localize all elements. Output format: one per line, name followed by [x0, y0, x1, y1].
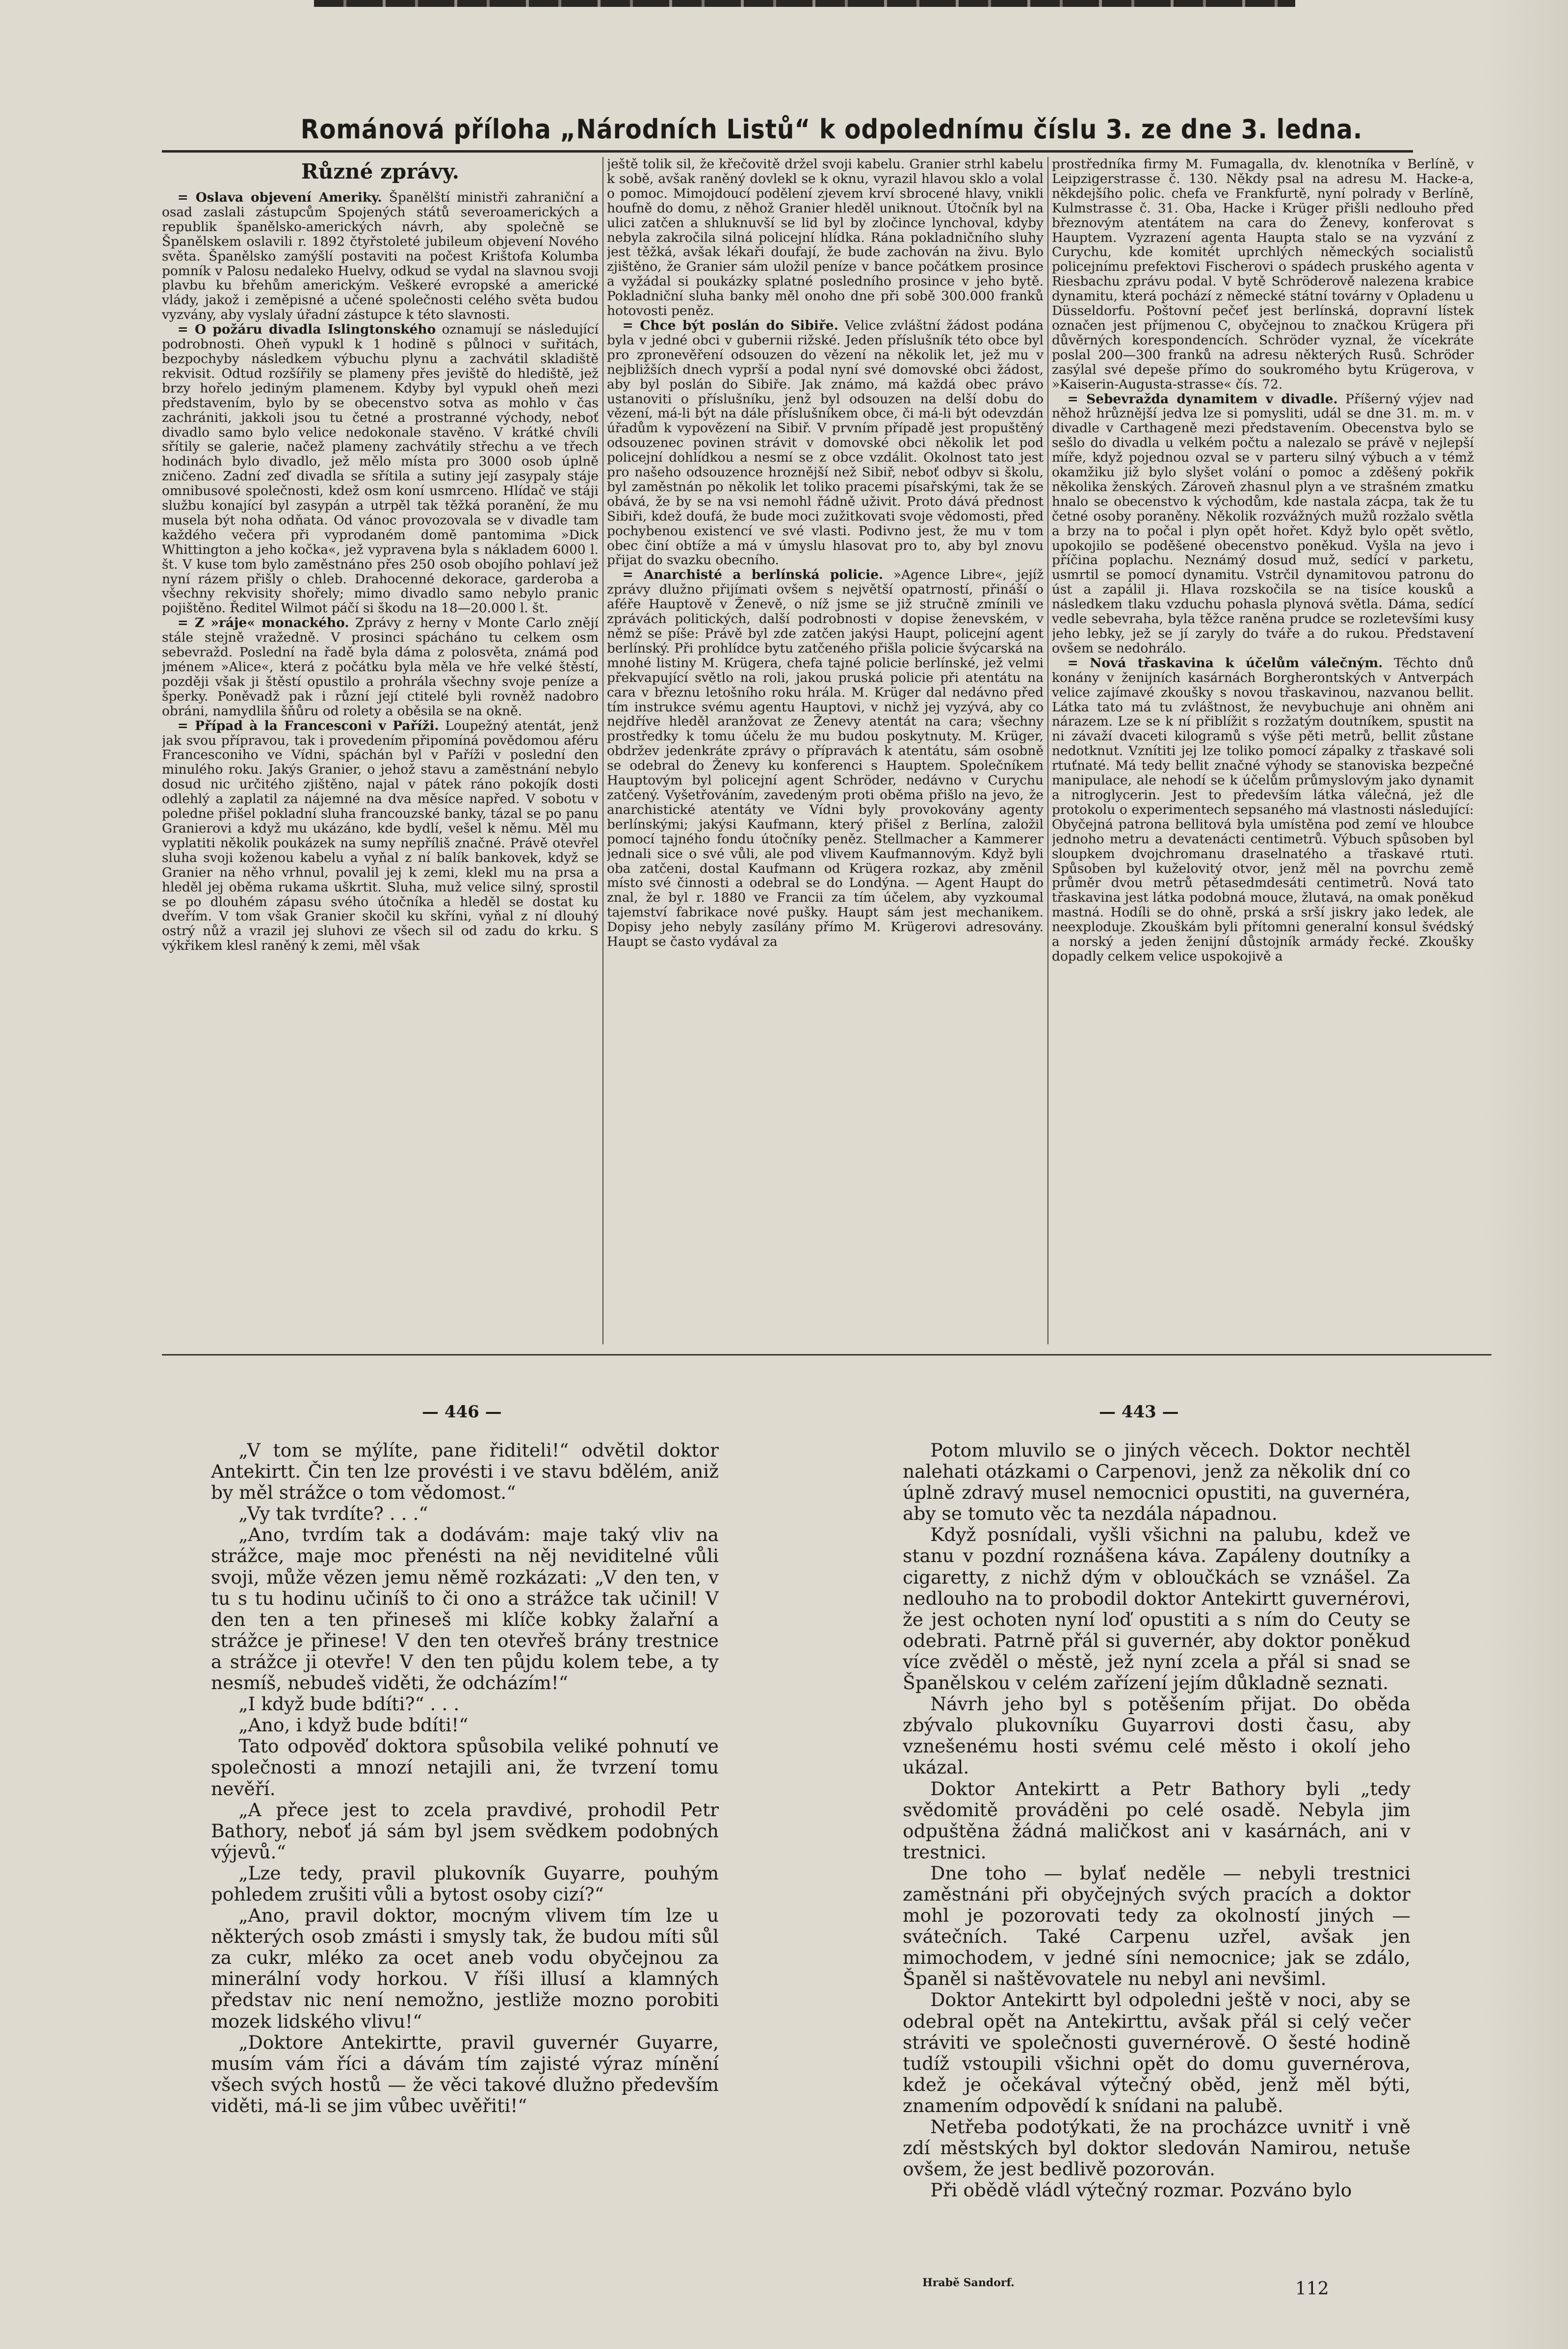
article-text: Španělští ministři zahraniční a osad zaslali zástupcům Spojených států severoamerických a republik španělsko-amerických návrh, aby společně se Španělskem oslavili r. 1892 čtyřstoleté jubileum objevení Nového světa. Španělsko zamýšlí postaviti na počest Krištofa Kolumba pomník v Palosu nedaleko Huelvy, odkud se vydal na slavnou svoji plavbu ku břehům americkým. Veškeré evropské a americké vlády, jakož i zeměpisné a učené společnosti celého světa budou vyzvány, aby vyslaly úřadní zástupce k této slavnosti. [162, 190, 599, 323]
novel-paragraph: Když posnídali, vyšli všichni na palubu, kdež ve stanu v pozdní roznášena káva. Zapáleny doutníky a cigaretty, z nichž dým v obloučkách se vznášel. Za nedlouho na to probodil doktor Antekirtt guvernérovi, že jest ochoten nyní loď opustiti a s ním do Ceuty se odebrati. Patrně přál si guvernér, aby doktor poněkud více zvěděl o městě, jež nyní zcela a přál si snad se Španělskou v celém zařízení jejím důkladně seznati. [903, 1524, 1411, 1694]
novel-paragraph: Tato odpověď doktora spůsobila veliké pohnutí ve společnosti a mnozí netajili ani, že tvrzení tomu nevěří. [211, 1735, 719, 1800]
page-number-right: — 443 — [1099, 1402, 1179, 1422]
section-divider [162, 1354, 1491, 1356]
novel-paragraph: „A přece jest to zcela pravdivé, prohodil Petr Bathory, neboť já sám byl jsem svědkem podobných výjevů.“ [211, 1799, 719, 1863]
section-title: Různé zprávy. [301, 159, 460, 183]
column-2 [607, 157, 1044, 1352]
article-paragraph [1052, 157, 1474, 392]
novel-column-left [211, 1440, 719, 2269]
novel-column-right [903, 1440, 1411, 2269]
novel-paragraph: Návrh jeho byl s potěšením přijat. Do oběda zbývalo plukovníku Guyarrovi dosti času, aby vznešenému hosti svému celé město i okolí jeho ukázal. [903, 1693, 1411, 1778]
novel-paragraph: Doktor Antekirtt a Petr Bathory byli „tedy svědomitě prováděni po celé osadě. Nebyla jim odpuštěna žádná maličkost ani v kasárnách, ani v trestnici. [903, 1777, 1411, 1863]
novel-signature: Hrabě Sandorf. [922, 2276, 1015, 2289]
article-rubric: = Anarchisté a berlínská policie. [622, 567, 884, 583]
article-rubric: = Z »ráje« monackého. [177, 615, 349, 631]
article-text: Těchto dnů konány v ženijních kasárnách Borgherontských v Antverpách velice zajímavé zkoušky s novou třaskavinou, nazvanou bellit. Látka tato má tu zvláštnost, že nevybuchuje ani ohněm ani nárazem. Lze se k ní přiblížit s rozžatým doutníkem, spustit na ni závaží dvaceti kilogramů s výše pěti metrů, bellit zůstane nedotknut. Vznítiti jej lze toliko pomocí zápalky z třaskavé soli rtuťnaté. Má tedy bellit značné výhody se stanoviska bezpečné manipulace, ale nehodí se k účelům průmyslovým jako dynamit a nitroglycerin. Jest to především látka válečná, jež dle protokolu o experimentech sepsaného má vlastnosti následující: Obyčejná patrona bellitová byla umístěna pod zemí ve hloubce jednoho metru a devatenácti centimetrů. Výbuch spůsoben byl sloupkem dvojchromanu draselnatého a třaskavé rtuti. Spůsoben byl kuželovitý otvor, jenž měl na povrchu země průměr dvou metrů pětasedmdesáti centimetrů. Nová tato třaskavina jest látka podobná mouce, žlutavá, na omak poněkud mastná. Hodíli se do ohně, prská a srší jiskry jako ledek, ale neexploduje. Zkouškám byli přítomni generalní konsul švédský a norský a jeden ženijní důstojník armády řecké. Zkoušky dopadly celkem velice uspokojivě a [1052, 655, 1474, 964]
novel-paragraph: „Ano, pravil doktor, mocným vlivem tím lze u některých osob zmásti i smysly tak, že budou míti sůl za cukr, mléko za ocet aneb vodu obyčejnou za minerální vody horkou. V říši illusí a klamných představ nic není nemožno, jestliže mozno porobiti mozek lidského vlivu!“ [211, 1905, 719, 2032]
article-text: oznamují se následující podrobnosti. Oheň vypukl k 1 hodině s půlnoci v suřitách, bezpochyby následkem výbuchu plynu a zachvátil skladiště rekvisit. Odtud rozšířily se plameny přes jeviště do hlediště, jež brzy hořelo jediným plamenem. Kdyby byl vypukl oheň mezi představením, bylo by se obecenstvo sotva as mohlo v čas zachrániti, jakkoli jsou tu četné a prostranné východy, neboť divadlo samo bylo velice nedokonale stavěno. V krátké chvíli sřítily se galerie, načež plameny zachvátily střechu a ve třech hodinách bylo divadlo, jež mělo místa pro 3000 osob úplně zničeno. Zadní zeď divadla se sřítila a sutiny její zasypaly stáje omnibusové společnosti, kdež osm koní usmrceno. Hlídač ve stáji službu konající byl zasypán a utrpěl tak těžká poranění, že mu musela být noha odňata. Od vánoc provozovala se v divadle tam každého večera při vyprodaném domě pantomima »Dick Whittington a jeho kočka«, jež vypravena byla s nákladem 6000 l. št. V kuse tom bylo zaměstnáno přes 250 osob obojího pohlaví jež nyní rázem přišly o chleb. Drahocenné dekorace, garderoba a všechny rekvisity shořely; mimo divadlo samo nebylo pranic pojištěno. Ředitel Wilmot páčí si škodu na 18—20.000 l. št. [162, 322, 599, 616]
top-edge-border [314, 0, 1295, 7]
page-number-left: — 446 — [422, 1402, 502, 1422]
article-paragraph [162, 616, 599, 718]
article-text: ještě tolik sil, že křečovitě držel svoji kabelu. Granier strhl kabelu k sobě, avšak raněný dovlekl se k oknu, vyrazil hlavou sklo a volal o pomoc. Mimojdoucí podělení zjevem krví sbrocené hlavy, vnikli houfně do domu, z něhož Granier hleděl uniknout. Útočník byl na ulici zatčen a shluknuvší se lid byl by zločince lynchoval, kdyby nebyla zakročila silná policejní hlídka. Rána pokladničního sluhy jest těžká, avšak lékaři doufají, že bude zachován na živu. Bylo zjištěno, že Granier sám uložil peníze v bance počátkem prosince a vyžádal si poukázky splatné posledního prosince v jeho bytě. Pokladniční sluha banky měl onoho dne při sobě 300.000 franků hotovosti peněz. [607, 157, 1044, 319]
column-divider [602, 157, 603, 1344]
article-rubric: = O požáru divadla Islingtonského [177, 322, 436, 338]
article-rubric: = Nová třaskavina k účelům válečným. [1067, 655, 1383, 671]
article-rubric: = Případ à la Francesconi v Paříži. [177, 718, 439, 733]
article-rubric: = Chce být poslán do Sibiře. [622, 317, 838, 333]
article-paragraph [162, 190, 599, 322]
article-text: Velice zvláštní žádost podána byla v jedné obci v gubernii rižské. Jeden příslušník této obce byl pro zpronevěření odsouzen do vězení na několik let, jež mu v nejbližších dnech vyprší a podal nyní své domovské obci žádost, aby byl poslán do Sibiře. Jak známo, má každá obec právo ustanoviti o příslušníku, jenž byl odsouzen na delší dobu do vězení, má-li být na dále příslušníkem obce, či má-li být odevzdán úřadům k vypovězení na Sibiř. V prvním případě jest propuštěný odsouzenec povinen strávit v domovské obci několik let pod policejní dohlídkou a nesmí se z obce vzdálit. Okolnost tato jest pro našeho odsouzence hroznější než Sibiř, neboť odbyv si školu, byl zaměstnán po několik let toliko pracemi písařskými, tak že se obává, že by se na vsi nemohl řádně uživit. Proto dává přednost Sibiři, kdež doufá, že bude moci zužitkovati svoje vědomosti, před pochybenou existencí ve své vlasti. Podivno jest, že mu v tom obec činí obtíže a má v úmyslu hlasovat pro to, aby byl znovu přijat do svazku obecního. [607, 317, 1044, 568]
article-rubric: = Sebevražda dynamitem v divadle. [1067, 391, 1338, 407]
article-paragraph [162, 719, 599, 954]
novel-paragraph: Potom mluvilo se o jiných věcech. Doktor nechtěl nalehati otázkami o Carpenovi, jenž za několik dní co úplně zdravý musel nemocnici opustiti, na guvernéra, aby se tomuto věc ta nezdála nápadnou. [903, 1440, 1411, 1525]
novel-paragraph: „Doktore Antekirtte, pravil guvernér Guyarre, musím vám říci a dávám tím zajisté výraz mínění všech svých hostů — že věci takové dlužno především viděti, má-li se jim vůbec uvěřiti!“ [211, 2031, 719, 2116]
novel-paragraph: Dne toho — bylať neděle — nebyli trestnici zaměstnáni při obyčejných svých pracích a doktor mohl je pozorovati tedy za okolností jiných — svátečních. Také Carpenu uzřel, avšak jen mimochodem, v jedné síni nemocnice; jak se zdálo, Španěl si naštěvovatele nu nebyl ani nevšiml. [903, 1862, 1411, 1990]
article-text: »Agence Libre«, jejíž zprávy dlužno přijímati ovšem s největší opatrností, přináší o aféře Hauptově v Ženevě, o níž jsme se již stručně zmínili ve zprávách politických, další podrobnosti v dopise ženevském, v němž se píše: Právě byl zde zatčen jakýsi Haupt, policejní agent berlínský. Při prohlídce bytu zatčeného přišla policie švýcarská na mnohé listiny M. Krügera, chefa tajné policie berlínské, jež velmi překvapující světlo na roli, jakou pruská policie při atentátu na cara v březnu letošního roku hrála. M. Krüger dal nedávno před tím instrukce svému agentu Hauptovi, v nichž jej vyzývá, aby co nejdříve hleděl aranžovat ze Ženevy atentát na cara; všechny prostředky k tomu účelu že mu budou poskytnuty. M. Krüger, obdržev jedenkráte zprávy o přípravách k atentátu, sám osobně se odebral do Ženevy ku konferenci s Hauptem. Společníkem Hauptovým byl policejní agent Schröder, nedávno v Curychu zatčený. Vyšetřováním, zavedeným proti oběma přišlo na jevo, že anarchistické atentáty ve Vídni byly provokovány agenty berlínskými; jakýsi Kaufmann, který přišel z Berlína, založil pomocí tajného fondu útočníky peněz. Stellmacher a Kammerer jednali sice o své vůli, ale pod vlivem Kaufmannovým. Když byli oba zatčeni, dostal Kaufmann od Krügera rozkaz, aby změnil místo své činnosti a odebral se do Londýna. — Agent Haupt do znal, že byl r. 1880 ve Francii za tím účelem, aby vyzkoumal tajemství fabrikace nové pušky. Haupt sám jest mechanikem. Dopisy jeho nebyly zasílány přímo M. Krügerovi adresovány. Haupt se často vydával za [607, 567, 1044, 950]
article-text: Loupežný atentát, jenž jak svou přípravou, tak i provedením připomíná povědomou aféru Francesconiho ve Vídni, spáchán byl v Paříži v poslední den minulého roku. Jakýs Granier, o jehož stavu a zaměstnání nebylo dosud nic určitého zjištěno, najal v pátek ráno pokojík dosti odlehlý a zaplatil za nájemné na dva měsíce napřed. V sobotu v poledne přišel pokladní sluha francouzské banky, tázal se po panu Granierovi a když mu ukázáno, kde bydlí, vešel k němu. Měl mu vyplatiti několik poukázek na sumy nepříliš značné. Právě otevřel sluha svoji koženou kabelu a vyňal z ní balík bankovek, když se Granier na něho vrhnul, povalil jej k zemi, klekl mu na prsa a hleděl jej oběma rukama uškrtit. Sluha, muž velice silný, sprostil se po dlouhém zápasu svého útočníka a hleděl se dostat ku dveřím. V tom však Granier skočil ku skříni, vyňal z ní dlouhý ostrý nůž a vrazil jej sluhovi ze všech sil od zadu do krku. S výkřikem klesl raněný k zemi, měl však [162, 718, 599, 954]
article-text: Zprávy z herny v Monte Carlo znějí stále stejně vražedně. V prosinci spácháno tu celkem osm sebevražd. Poslední na řadě byla dáma z polosvěta, známá pod jménem »Alice«, která z počátku byla měla ve hře velké štěstí, později však ji štěstí opustilo a prohrála všechny svoje peníze a šperky. Poněvadž pak i různí její ctitelé byli rovněž nadobro obráni, namydlila šňůru od rolety a oběsila se na okně. [162, 615, 599, 719]
novel-paragraph: „Ano, i když bude bdíti!“ [238, 1714, 469, 1736]
header-rule [162, 150, 1413, 153]
article-paragraph [162, 322, 599, 616]
article-paragraph [607, 157, 1044, 318]
column-3 [1052, 157, 1474, 1352]
footer-number: 112 [1295, 2279, 1329, 2299]
novel-paragraph: Netřeba podotýkati, že na procházce uvnitř i vně zdí městských byl doktor sledován Namirou, netuše ovšem, že jest bedlivě pozorován. [903, 2116, 1411, 2180]
article-paragraph [1052, 392, 1474, 656]
novel-paragraph: „Lze tedy, pravil plukovník Guyarre, pouhým pohledem zrušiti vůli a bytost osoby cizí?“ [211, 1862, 719, 1905]
article-paragraph [607, 318, 1044, 568]
column-1 [162, 157, 599, 1352]
novel-paragraph: Při obědě vládl výtečný rozmar. Pozváno bylo [930, 2179, 1352, 2201]
column-divider [1047, 157, 1048, 1344]
article-text: Příšerný výjev nad něhož hrůznější jedva lze si pomysliti, udál se dne 31. m. m. v divadle v Carthageně mezi představením. Obecenstva bylo se sešlo do divadla u velkém počtu a nalezalo se právě v nejlepší míře, když pojednou ozval se v parteru silný výbuch a v témž okamžiku již bylo slyšet volání o pomoc a zděšený pokřik několika ženských. Zároveň zhasnul plyn a ve strašném zmatku hnalo se obecenstvo k východům, kde nastala zácpa, tak že tu četné osoby poraněny. Několik rozvážných mužů rozžalo světla a brzy na to počal i plyn opět hořet. Když bylo opět světlo, upokojilo se poděšené obecenstvo poněkud. Vyšla na jevo i příčina poplachu. Neznámý dosud muž, sedící v parketu, usmrtil se pomocí dynamitu. Vstrčil dynamitovou patronu do úst a zapálil ji. Hlava rozskočila se na tisíce kousků a následkem tlaku vzduchu pohasla plynová světla. Dáma, sedící vedle sebevraha, byla těžce raněna prudce se rozletevšími kusy jeho lebky, jež se jí zaryly do tváře a do rukou. Představení ovšem se nedohrálo. [1052, 391, 1474, 656]
novel-paragraph: „Vy tak tvrdíte? . . .“ [238, 1503, 428, 1525]
page-edge-shadow [1482, 0, 1568, 2349]
novel-paragraph: „Ano, tvrdím tak a dodávám: maje taký vliv na strážce, maje moc přenésti na něj neviditelné vůli svoji, může vězen jemu němě rozkázati: „V den ten, v tu s tu hodinu učiníš to či ono a strážce tak učinil! V den ten a ten přineseš mi klíče kobky žalařní a strážce je přinese! V den ten otevřeš brány trestnice a strážce ji otevře! V den ten půjdu kolem tebe, a ty nesmíš, nebudeš viděti, že odcházím!“ [211, 1524, 719, 1694]
novel-paragraph: „V tom se mýlíte, pane řiditeli!“ odvětil doktor Antekirtt. Čin ten lze provésti i ve stavu bdělém, aniž by měl strážce o tom vědomost.“ [211, 1440, 719, 1504]
article-paragraph [1052, 656, 1474, 964]
article-rubric: = Oslava objevení Ameriky. [177, 190, 382, 205]
article-text: prostředníka firmy M. Fumagalla, dv. klenotníka v Berlíně, v Leipzigerstrasse č. 130. Někdy psal na adresu M. Hacke-a, někdejšího polic. chefa ve Frankfurtě, nyní polrady v Berlíně, Kulmstrasse č. 31. Oba, Hacke i Krüger přišli nedlouho před březnovým atentátem na cara do Ženevy, konferovat s Hauptem. Vyzrazení agenta Haupta stalo se na vyzvání z Curychu, kde komitét uprchlých německých socialistů policejnímu prefektovi Fischerovi o spádech pruského agenta v Riesbachu zprávu podal. V bytě Schröderově nalezena krabice dynamitu, která pochází z německé státní továrny v Opladenu u Düsseldorfu. Poštovní pečeť jest berlínská, dopravní lístek označen jest příjmenou C, obyčejnou to značkou Krügera při důvěrných korespondencích. Schröder vyznal, že vícekráte poslal 200—300 franků na adresu některých Rusů. Schröder zasýlal své depeše přímo do soukromého bytu Krügerova, v »Kaiserin-Augusta-strasse« čís. 72. [1052, 157, 1474, 392]
novel-paragraph: „I když bude bdíti?“ . . . [238, 1693, 460, 1715]
page-header: Románová příloha „Národních Listů“ k odpolednímu číslu 3. ze dne 3. ledna. [300, 114, 1363, 145]
novel-paragraph: Doktor Antekirtt byl odpoledni ještě v noci, aby se odebral opět na Antekirttu, avšak přál si celý večer stráviti ve společnosti guvernérově. O šesté hodině tudíž vstoupili všichni opět do domu guvernérova, kdež je očekával výtečný oběd, jenž měl býti, znamením odpovědí k snídani na palubě. [903, 1989, 1411, 2116]
article-paragraph [607, 568, 1044, 949]
